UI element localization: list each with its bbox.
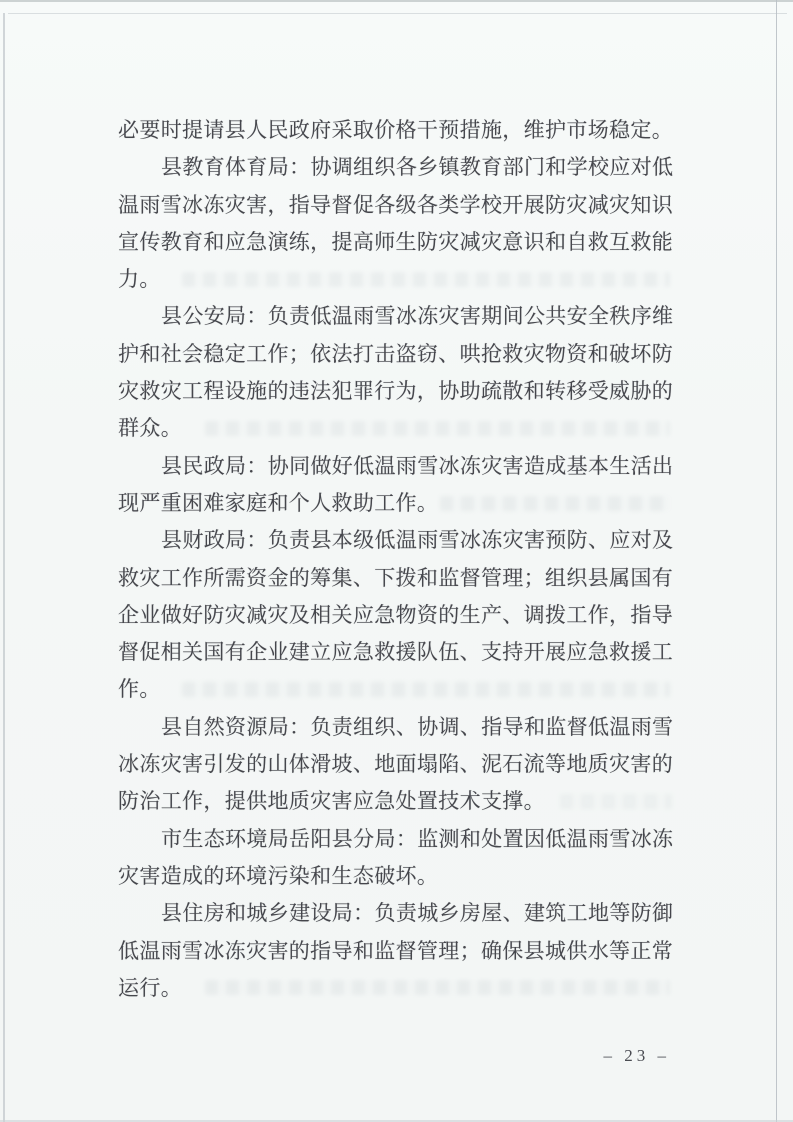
text-line: 低温雨雪冰冻灾害的指导和监督管理；确保县城供水等正常 bbox=[118, 938, 674, 963]
paper-right-edge-line bbox=[776, 0, 777, 1122]
text-line: 现严重困难家庭和个人救助工作。 bbox=[118, 490, 439, 515]
bleed-through-artifact bbox=[182, 272, 670, 287]
text-line: 温雨雪冰冻灾害，指导督促各级各类学校开展防灾减灾知识 bbox=[118, 192, 674, 217]
text-block bbox=[118, 112, 678, 1007]
bleed-through-artifact bbox=[205, 980, 670, 995]
paper-top-edge-line bbox=[8, 13, 787, 14]
bleed-through-artifact bbox=[205, 421, 670, 436]
text-line: 作。 bbox=[118, 677, 161, 702]
text-line: 必要时提请县人民政府采取价格干预措施，维护市场稳定。 bbox=[118, 118, 674, 142]
text-line: 防治工作，提供地质灾害应急处置技术支撑。 bbox=[118, 789, 545, 814]
text-line: 护和社会稳定工作；依法打击盗窃、哄抢救灾物资和破坏防 bbox=[118, 341, 674, 366]
text-line: 县住房和城乡建设局：负责城乡房屋、建筑工地等防御 bbox=[161, 901, 674, 926]
text-line: 督促相关国有企业建立应急救援队伍、支持开展应急救援工 bbox=[118, 640, 674, 665]
scan-top-edge bbox=[0, 0, 793, 2]
text-line: 县民政局：协同做好低温雨雪冰冻灾害造成基本生活出 bbox=[161, 453, 674, 478]
bleed-through-artifact bbox=[440, 496, 670, 511]
text-line: 力。 bbox=[118, 267, 161, 292]
text-line: 宣传教育和应急演练，提高师生防灾减灾意识和自救互救能 bbox=[118, 229, 674, 254]
page-number: – 23 – bbox=[603, 1046, 670, 1065]
paper-left-edge-line bbox=[3, 13, 5, 1122]
bleed-through-artifact bbox=[182, 682, 670, 697]
text-line: 县自然资源局：负责组织、协调、指导和监督低温雨雪 bbox=[161, 714, 674, 739]
text-line: 县教育体育局：协调组织各乡镇教育部门和学校应对低 bbox=[161, 155, 674, 180]
text-line: 救灾工作所需资金的筹集、下拨和监督管理；组织县属国有 bbox=[118, 565, 674, 590]
text-line: 县财政局：负责县本级低温雨雪冰冻灾害预防、应对及 bbox=[161, 528, 674, 553]
text-line: 群众。 bbox=[118, 416, 183, 441]
text-line: 冰冻灾害引发的山体滑坡、地面塌陷、泥石流等地质灾害的 bbox=[118, 752, 674, 777]
text-line: 运行。 bbox=[118, 975, 183, 1000]
text-line: 市生态环境局岳阳县分局：监测和处置因低温雨雪冰冻 bbox=[161, 826, 674, 851]
text-line: 灾救灾工程设施的违法犯罪行为，协助疏散和转移受威胁的 bbox=[118, 379, 674, 404]
text-line: 县公安局：负责低温雨雪冰冻灾害期间公共安全秩序维 bbox=[161, 304, 674, 329]
text-line: 企业做好防灾减灾及相关应急物资的生产、调拨工作，指导 bbox=[118, 602, 674, 627]
text-line: 灾害造成的环境污染和生态破坏。 bbox=[118, 863, 439, 888]
bleed-through-artifact bbox=[560, 794, 672, 809]
